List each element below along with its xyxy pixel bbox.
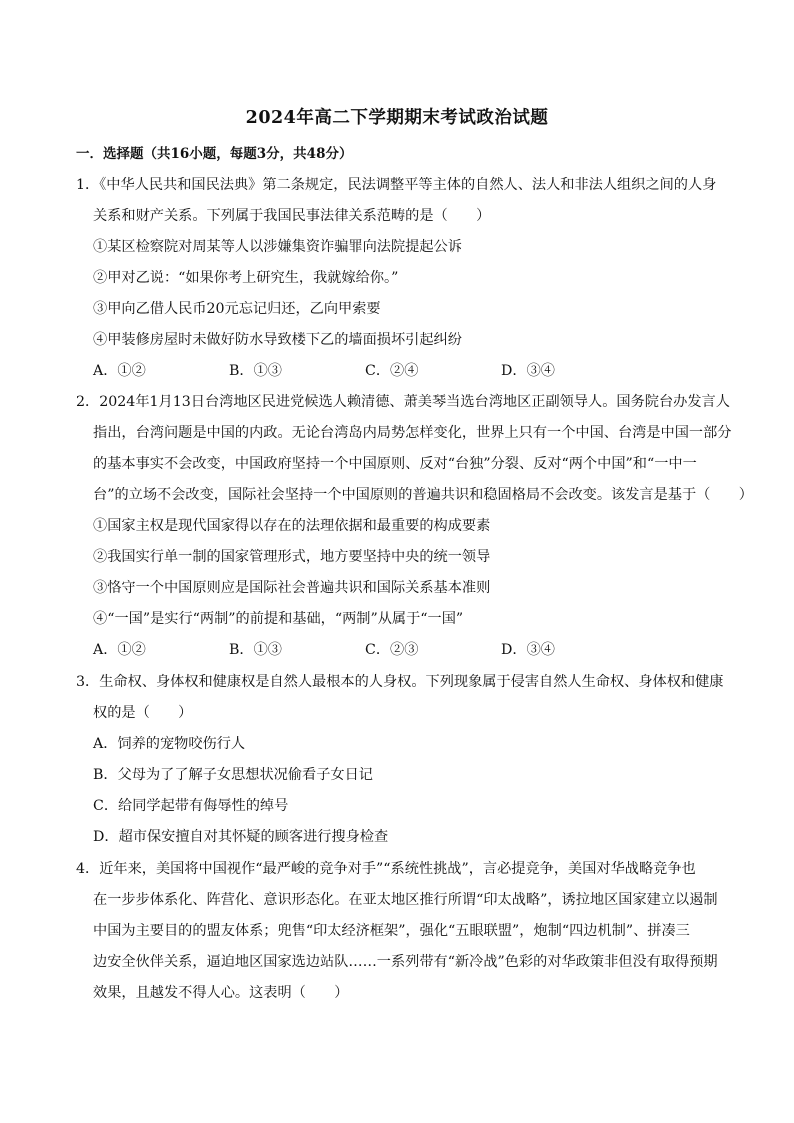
q2-option-d[interactable]: D．③④ (501, 642, 555, 658)
q2-stem-line: 台”的立场不会改变，国际社会坚持一个中国原则的普遍共识和稳固格局不会改变。该发言是基于（ ） (93, 487, 753, 503)
q3-option-a[interactable]: A．饲养的宠物咬伤行人 (93, 736, 246, 752)
q4-stem-line: 4．近年来，美国将中国视作“最严峻的竞争对手”“系统性挑战”，言必提竞争，美国对华战略竞争也 (76, 861, 696, 877)
q3-stem-line: 3．生命权、身体权和健康权是自然人最根本的人身权。下列现象属于侵害自然人生命权、身体权和健康 (76, 674, 724, 690)
q1-option-a[interactable]: A．①② (93, 363, 146, 379)
q1-item: ①某区检察院对周某等人以涉嫌集资诈骗罪向法院提起公诉 (93, 239, 462, 255)
q3-option-d[interactable]: D．超市保安擅自对其怀疑的顾客进行搜身检查 (93, 829, 389, 845)
q1-item: ③甲向乙借人民币20元忘记归还，乙向甲索要 (93, 301, 381, 317)
q4-stem-line: 边安全伙伴关系，逼迫地区国家选边站队……一系列带有“新冷战”色彩的对华政策非但没有取得预期 (93, 954, 718, 970)
q2-option-a[interactable]: A．①② (93, 642, 146, 658)
q2-item: ①国家主权是现代国家得以存在的法理依据和最重要的构成要素 (93, 518, 491, 534)
q1-option-d[interactable]: D．③④ (501, 363, 555, 379)
q2-item: ②我国实行单一制的国家管理形式，地方要坚持中央的统一领导 (93, 549, 491, 565)
q1-item: ②甲对乙说：“如果你考上研究生，我就嫁给你。” (93, 270, 399, 286)
q1-stem-line: 1．《中华人民共和国民法典》第二条规定，民法调整平等主体的自然人、法人和非法人组织之间的人身 (76, 177, 717, 193)
q2-item: ③恪守一个中国原则应是国际社会普遍共识和国际关系基本准则 (93, 580, 491, 596)
q1-option-b[interactable]: B．①③ (229, 363, 282, 379)
q1-item: ④甲装修房屋时未做好防水导致楼下乙的墙面损坏引起纠纷 (93, 332, 462, 348)
q2-option-b[interactable]: B．①③ (229, 642, 282, 658)
page-title: 2024年高二下学期期末考试政治试题 (245, 108, 549, 128)
q4-stem-line: 中国为主要目的的盟友体系；兜售“印太经济框架”，强化“五眼联盟”，炮制“四边机制”、拼凑三 (93, 923, 690, 939)
q4-stem-line: 效果，且越发不得人心。这表明（ ） (93, 985, 349, 1001)
q2-stem-line: 指出，台湾问题是中国的内政。无论台湾岛内局势怎样变化，世界上只有一个中国、台湾是中国一部分 (93, 425, 732, 441)
section-heading: 一．选择题（共16小题，每题3分，共48分） (76, 146, 353, 162)
q2-stem-line: 的基本事实不会改变，中国政府坚持一个中国原则、反对“台独”分裂、反对“两个中国”和“一中一 (93, 456, 697, 472)
q2-option-c[interactable]: C．②③ (365, 642, 419, 658)
q3-option-b[interactable]: B．父母为了了解子女思想状况偷看子女日记 (93, 767, 373, 783)
q2-stem-line: 2．2024年1月13日台湾地区民进党候选人赖清德、萧美琴当选台湾地区正副领导人。国务院台办发言人 (76, 394, 730, 410)
q4-stem-line: 在一步步体系化、阵营化、意识形态化。在亚太地区推行所谓“印太战略”，诱拉地区国家建立以遏制 (93, 892, 718, 908)
q2-item: ④“一国”是实行“两制”的前提和基础，“两制”从属于“一国” (93, 611, 464, 627)
q3-stem-line: 权的是（ ） (93, 705, 193, 721)
q3-option-c[interactable]: C．给同学起带有侮辱性的绰号 (93, 798, 289, 814)
q1-stem-line: 关系和财产关系。下列属于我国民事法律关系范畴的是（ ） (93, 208, 491, 224)
q1-option-c[interactable]: C．②④ (365, 363, 419, 379)
